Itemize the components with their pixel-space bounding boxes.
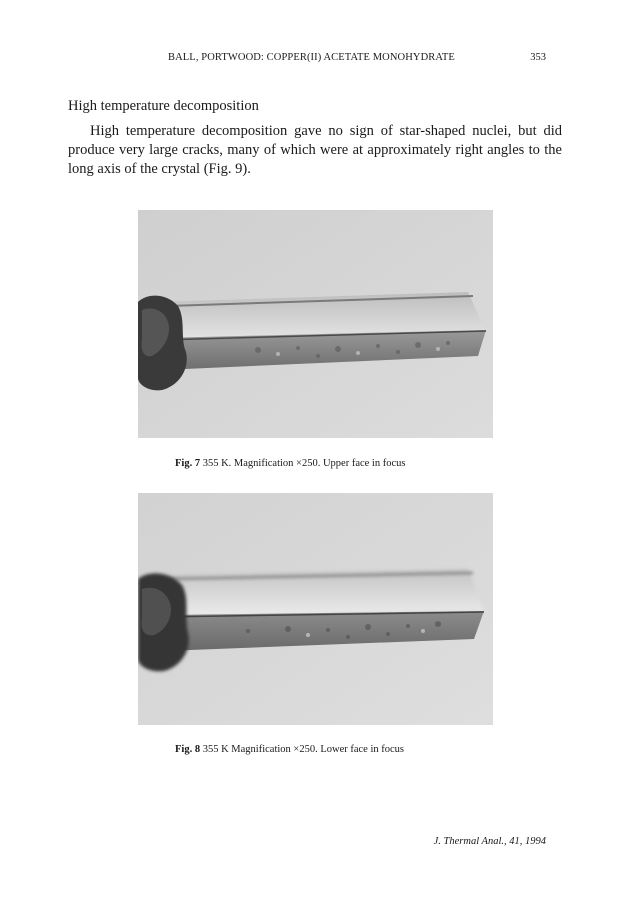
figure-7-caption — [175, 458, 405, 469]
figure-7-label: Fig. 7 — [175, 458, 201, 469]
crystal-micrograph-lower-focus — [138, 493, 493, 725]
figure-7-photo — [138, 210, 493, 438]
section-heading: High temperature decomposition — [68, 98, 259, 114]
body-paragraph: High temperature decomposition gave no sign of star-shaped nuclei, but did produce very large cracks, many of which were at approximately right angles to the long axis of the crystal (Fig. 9). — [68, 123, 562, 177]
running-title: BALL, PORTWOOD: COPPER(II) ACETATE MONOHYDRATE — [168, 52, 455, 63]
journal-footer: J. Thermal Anal., 41, 1994 — [433, 836, 546, 847]
running-head — [0, 52, 624, 68]
figure-8-caption-text: 355 K Magnification ×250. Lower face in focus — [200, 744, 404, 755]
figure-8-label: Fig. 8 — [175, 744, 201, 755]
figure-7-caption-text: 355 K. Magnification ×250. Upper face in focus — [200, 458, 406, 469]
figure-8-caption — [175, 744, 404, 755]
crystal-micrograph-upper-focus — [138, 210, 493, 438]
figure-8-photo — [138, 493, 493, 725]
page-number: 353 — [530, 52, 546, 63]
